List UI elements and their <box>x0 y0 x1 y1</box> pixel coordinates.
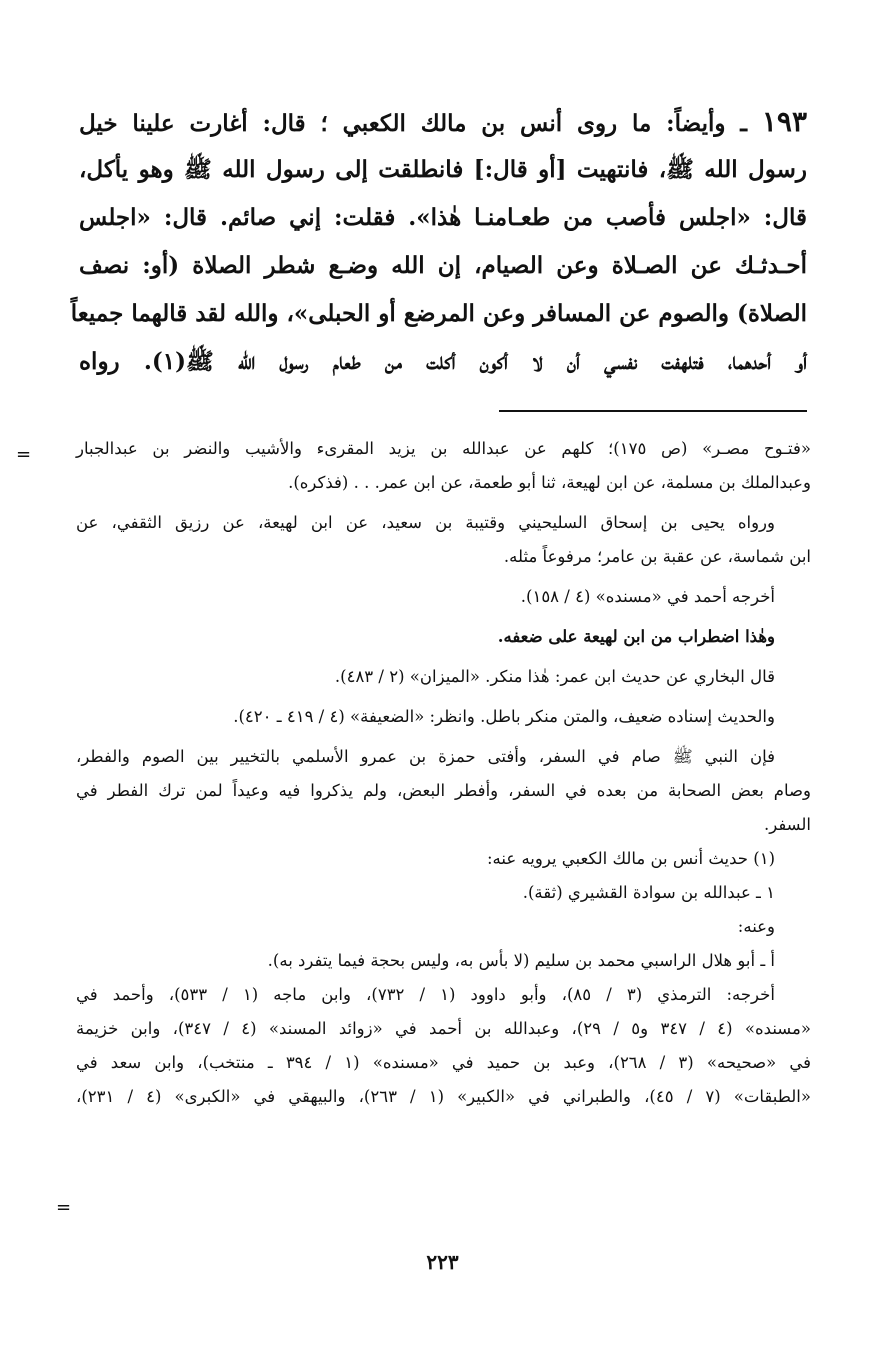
main-line <box>79 98 807 146</box>
main-text-block <box>70 98 807 386</box>
footnote-line: وعبدالملك بن مسلمة، عن ابن لهيعة، ثنا أبو طعمة، عن ابن عمر. . . (فذكره). <box>288 473 811 492</box>
footnote-line: «مسنده» (٤ / ٣٤٧ و٥ / ٢٩)، وعبدالله بن أحمد في «زوائد المسند» (٤ / ٣٤٧)، وابن خزيمة <box>76 1019 811 1038</box>
footnote-emphasis: وهٰذا اضطراب من ابن لهيعة على ضعفه. <box>497 627 775 646</box>
footnote-line <box>76 620 811 654</box>
footnote-line: والحديث إسناده ضعيف، والمتن منكر باطل. وانظر: «الضعيفة» (٤ / ٤١٩ ـ ٤٢٠). <box>233 707 775 726</box>
footnote-line: ورواه يحيى بن إسحاق السليحيني وقتيبة بن سعيد، عن ابن لهيعة، عن رزيق الثقفي، عن <box>76 513 775 532</box>
footnote-separator <box>499 410 807 412</box>
footnote-line: فإن النبي ﷺ صام في السفر، وأفتى حمزة بن عمرو الأسلمي بالتخيير بين الصوم والفطر، <box>76 747 775 766</box>
footnote-line: أ ـ أبو هلال الراسبي محمد بن سليم (لا بأس به، وليس بحجة فيما يتفرد به). <box>267 951 775 970</box>
footnote-line: ١ ـ عبدالله بن سوادة القشيري (ثقة). <box>522 883 775 902</box>
main-line: أو أحدهما، فتلهفت نفسي أن لا أكون أكلت من طعام رسول الله ﷺ(١). رواه <box>79 348 807 375</box>
hadith-number: ١٩٣ <box>761 105 807 138</box>
main-line: رسول الله ﷺ، فانتهيت [أو قال:] فانطلقت إلى رسول الله ﷺ وهو يأكل، <box>79 156 807 183</box>
footnote-line: قال البخاري عن حديث ابن عمر: هٰذا منكر. «الميزان» (٢ / ٤٨٣). <box>334 667 775 686</box>
footnotes-block <box>76 432 811 1114</box>
continuation-marker-top: = <box>16 444 32 465</box>
footnote-line: السفر. <box>763 815 811 834</box>
footnote-line: أخرجه: الترمذي (٣ / ٨٥)، وأبو داوود (١ / ٧٣٢)، وابن ماجه (١ / ٥٣٣)، وأحمد في <box>76 985 775 1004</box>
footnote-line: (١) حديث أنس بن مالك الكعبي يرويه عنه: <box>486 849 775 868</box>
main-line: الصلاة) والصوم عن المسافر وعن المرضع أو الحبلى»، والله لقد قالهما جميعاً <box>70 300 807 327</box>
footnote-line: «الطبقات» (٧ / ٤٥)، والطبراني في «الكبير» (١ / ٢٦٣)، والبيهقي في «الكبرى» (٤ / ٢٣١)، <box>76 1087 811 1106</box>
footnote-line: «فتـوح مصـر» (ص ١٧٥)؛ كلهم عن عبدالله بن يزيد المقرىء والأشيب والنضر بن عبدالجبار <box>76 439 811 458</box>
footnote-line: وعنه: <box>737 917 775 936</box>
footnote-line: وصام بعض الصحابة من بعده في السفر، وأفطر البعض، ولم يذكروا فيه وعيداً لمن ترك الفطر في <box>76 781 811 800</box>
footnote-line: أخرجه أحمد في «مسنده» (٤ / ١٥٨). <box>520 587 775 606</box>
footnote-line: في «صحيحه» (٣ / ٢٦٨)، وعبد بن حميد في «مسنده» (١ / ٣٩٤ ـ منتخب)، وابن سعد في <box>76 1053 811 1072</box>
footnote-line: ابن شماسة، عن عقبة بن عامر؛ مرفوعاً مثله. <box>503 547 811 566</box>
main-line: قال: «اجلس فأصب من طعـامنـا هٰذا». فقلت: إني صائم. قال: «اجلس <box>79 204 807 231</box>
continuation-marker-bottom: = <box>56 1197 72 1218</box>
page-number: ٢٢٣ <box>426 1250 459 1274</box>
main-line-text: ـ وأيضاً: ما روى أنس بن مالك الكعبي ؛ قال: أغارت علينا خيل <box>79 110 762 137</box>
main-line: أحـدثـك عن الصـلاة وعن الصيام، إن الله وضـع شطر الصلاة (أو: نصف <box>79 252 807 279</box>
